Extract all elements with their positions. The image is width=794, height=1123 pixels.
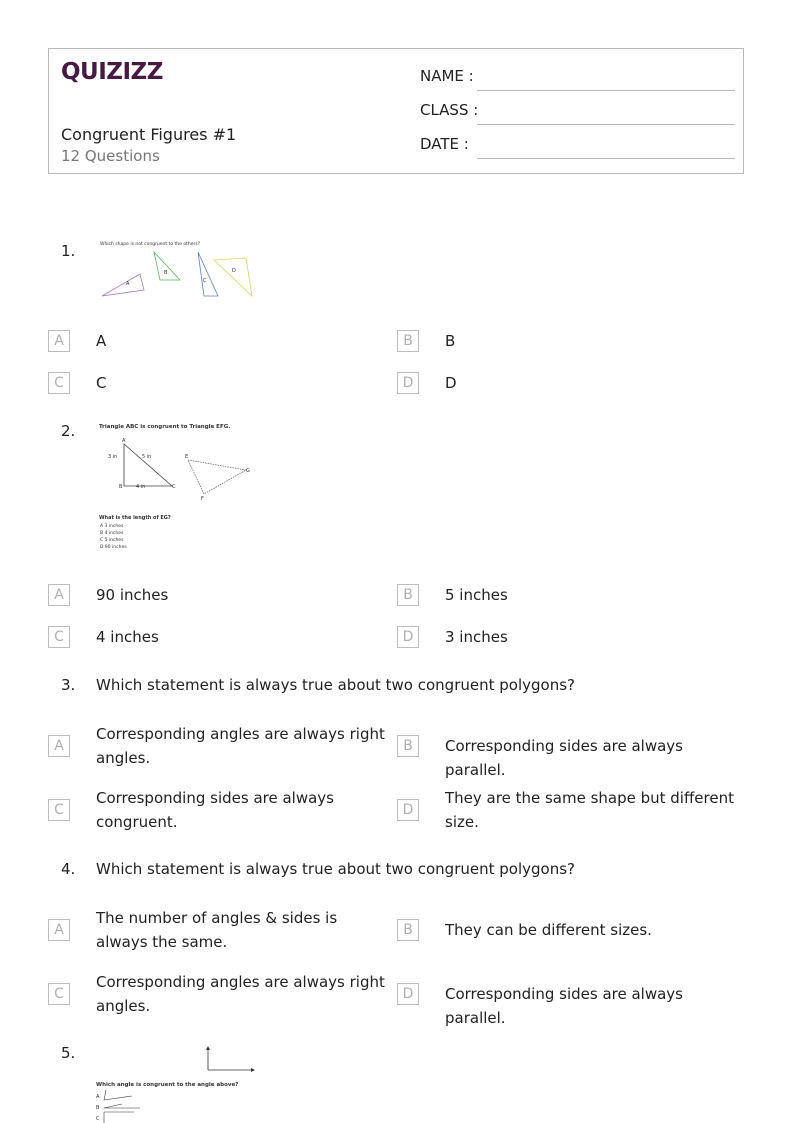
q1-option-a-text[interactable]: A xyxy=(96,332,107,350)
q4-option-b-text[interactable]: They can be different sizes. xyxy=(445,921,652,939)
q3-option-c-text[interactable]: Corresponding sides are always congruent. xyxy=(96,789,334,831)
worksheet-header xyxy=(48,48,744,174)
triangle-a xyxy=(102,274,144,296)
question-count: 12 Questions xyxy=(61,147,160,165)
q4-option-d-text[interactable]: Corresponding sides are always parallel. xyxy=(445,985,683,1027)
q2-figure-choice-d: D 90 inches xyxy=(100,545,127,550)
q2-label-c: C xyxy=(172,484,176,490)
q2-figure-choice-a: A 3 inches xyxy=(100,524,124,529)
q1-option-b-text[interactable]: B xyxy=(445,332,456,350)
q2-figure-caption: Triangle ABC is congruent to Triangle EFG. xyxy=(99,424,231,430)
q1-option-d-text[interactable]: D xyxy=(445,374,457,392)
q1-label-a: A xyxy=(126,281,130,287)
q4-option-a-letter[interactable]: A xyxy=(48,919,70,941)
date-field[interactable] xyxy=(420,135,740,159)
q4-option-c-text[interactable]: Corresponding angles are always right angles. xyxy=(96,973,385,1015)
q5-figure-caption: Which angle is congruent to the angle above? xyxy=(96,1082,239,1088)
q2-label-e: E xyxy=(185,454,189,460)
q2-option-a-text[interactable]: 90 inches xyxy=(96,586,169,604)
q2-option-b-letter[interactable]: B xyxy=(397,584,419,606)
choice-a-ray-2 xyxy=(104,1090,106,1100)
q2-option-d-text[interactable]: 3 inches xyxy=(445,628,508,646)
date-label: DATE : xyxy=(420,135,469,153)
question-2-number: 2. xyxy=(61,422,76,440)
q3-option-b-text[interactable]: Corresponding sides are always parallel. xyxy=(445,737,683,779)
q3-option-c-letter[interactable]: C xyxy=(48,799,70,821)
q3-option-b-letter[interactable]: B xyxy=(397,735,419,757)
angle-horizontal-arrow xyxy=(251,1068,255,1072)
angle-vertical-arrow xyxy=(206,1046,210,1050)
q1-label-d: D xyxy=(232,268,236,274)
q2-option-d-letter[interactable]: D xyxy=(397,626,419,648)
question-3-number: 3. xyxy=(61,676,76,694)
q2-label-g: G xyxy=(246,468,250,474)
q3-option-a-text[interactable]: Corresponding angles are always right angles. xyxy=(96,725,385,767)
question-5-figure xyxy=(92,1044,262,1123)
q2-option-c-letter[interactable]: C xyxy=(48,626,70,648)
q4-option-b-letter[interactable]: B xyxy=(397,919,419,941)
q2-figure-choice-c: C 5 inches xyxy=(100,538,124,543)
name-label: NAME : xyxy=(420,67,474,85)
quizizz-logo: QUIZIZZ xyxy=(61,59,163,85)
question-3-text: Which statement is always true about two congruent polygons? xyxy=(96,676,575,694)
q1-option-c-text[interactable]: C xyxy=(96,374,107,392)
name-line xyxy=(477,90,735,91)
q4-option-d-letter[interactable]: D xyxy=(397,983,419,1005)
q2-label-f: F xyxy=(201,496,204,502)
q5-label-a: A xyxy=(96,1094,100,1100)
choice-b-ray-2 xyxy=(104,1104,122,1108)
q1-figure-caption: Which shape is not congruent to the others? xyxy=(100,242,201,247)
q2-label-a: A xyxy=(122,438,126,444)
q1-option-a-letter[interactable]: A xyxy=(48,330,70,352)
triangle-efg xyxy=(188,460,246,494)
class-line xyxy=(477,124,735,125)
q3-option-d-letter[interactable]: D xyxy=(397,799,419,821)
q4-option-c-letter[interactable]: C xyxy=(48,983,70,1005)
q4-option-a-text[interactable]: The number of angles & sides is always the same. xyxy=(96,909,338,951)
question-5-number: 5. xyxy=(61,1044,76,1062)
worksheet-title: Congruent Figures #1 xyxy=(61,125,237,144)
class-label: CLASS : xyxy=(420,101,479,119)
date-line xyxy=(477,158,735,159)
q2-option-b-text[interactable]: 5 inches xyxy=(445,586,508,604)
q3-option-a-letter[interactable]: A xyxy=(48,735,70,757)
q5-label-b: B xyxy=(96,1105,100,1111)
q2-option-c-text[interactable]: 4 inches xyxy=(96,628,159,646)
q3-option-d-text[interactable]: They are the same shape but different size. xyxy=(445,789,734,831)
triangle-d xyxy=(214,258,252,296)
choice-a-ray-1 xyxy=(104,1096,132,1100)
q2-label-b: B xyxy=(119,484,123,490)
q2-figure-choice-b: B 4 inches xyxy=(100,531,124,536)
q1-label-b: B xyxy=(164,270,168,276)
q1-option-b-letter[interactable]: B xyxy=(397,330,419,352)
q2-option-a-letter[interactable]: A xyxy=(48,584,70,606)
question-2-figure xyxy=(96,420,258,554)
q1-label-c: C xyxy=(203,278,207,284)
q1-option-c-letter[interactable]: C xyxy=(48,372,70,394)
q1-option-d-letter[interactable]: D xyxy=(397,372,419,394)
q2-label-side-bc: 4 in xyxy=(136,484,146,490)
class-field[interactable] xyxy=(420,101,740,125)
question-4-number: 4. xyxy=(61,860,76,878)
question-4-text: Which statement is always true about two congruent polygons? xyxy=(96,860,575,878)
q5-label-c: C xyxy=(96,1116,100,1122)
q2-label-side-ac: 5 in xyxy=(142,454,152,460)
question-1-number: 1. xyxy=(61,242,76,260)
triangle-abc xyxy=(124,444,172,486)
triangle-c xyxy=(198,252,218,296)
q2-label-side-ab: 3 in xyxy=(108,454,118,460)
question-1-figure xyxy=(96,238,258,304)
q2-figure-question: What is the length of EG? xyxy=(99,515,171,521)
name-field[interactable] xyxy=(420,67,740,91)
